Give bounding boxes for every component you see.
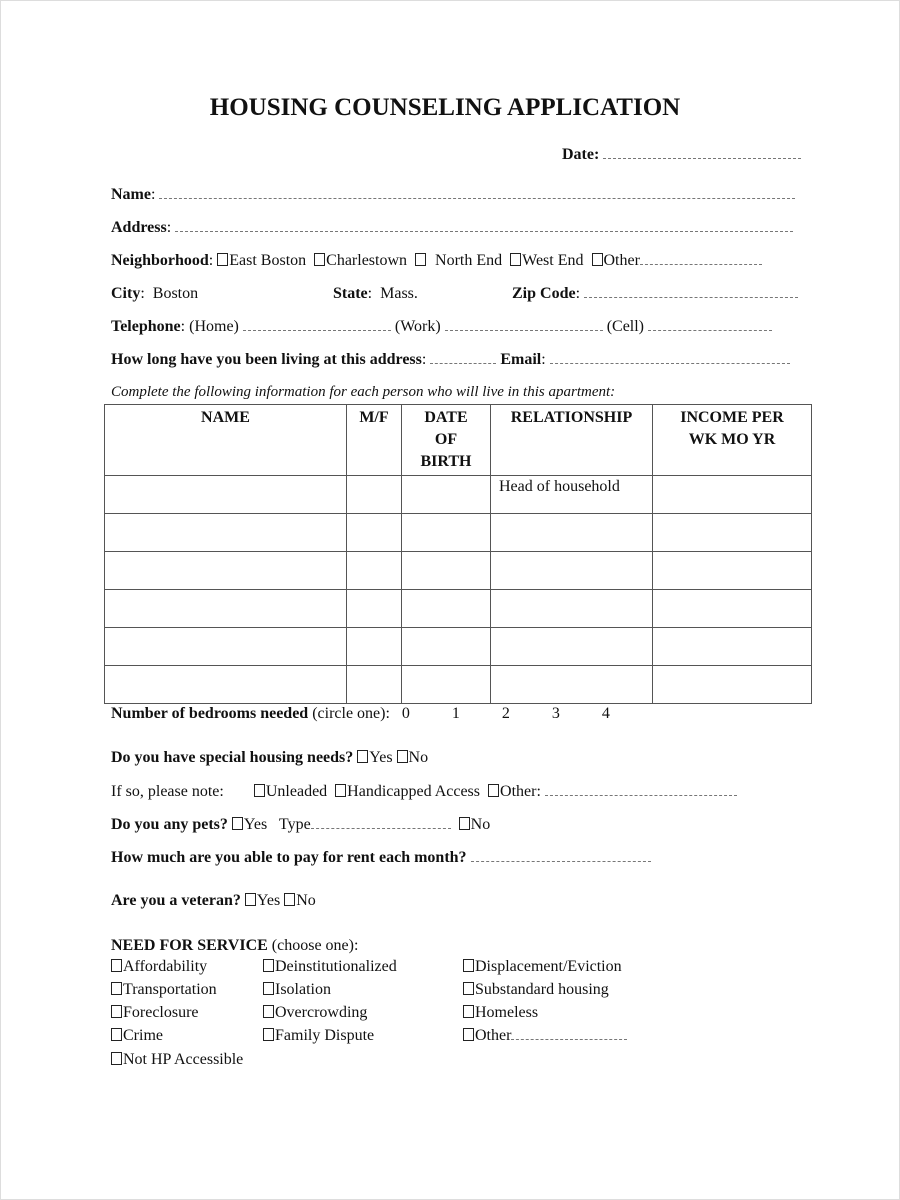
checkbox-icon[interactable] [254,784,265,797]
option-label: Displacement/Eviction [475,958,622,975]
option-label: Overcrowding [275,1004,368,1021]
cell[interactable] [402,514,491,552]
header-name: NAME [105,405,347,476]
checkbox-icon[interactable] [263,1028,274,1041]
cell[interactable] [402,590,491,628]
no-label: No [296,892,316,909]
service-option[interactable] [463,1027,627,1045]
zip-field[interactable]: Zip Code: [512,285,798,303]
cell-label: (Cell) [606,318,645,335]
name-field[interactable]: Name: [111,186,795,204]
date-field[interactable] [562,146,801,164]
bedrooms-field [111,705,610,723]
how-long-label: How long have you been living at this address [111,351,422,368]
header-relationship: RELATIONSHIP [491,405,653,476]
bedrooms-hint: (circle one): [312,705,390,722]
cell-phone-blank[interactable] [648,318,772,331]
table-row [105,590,812,628]
cell[interactable] [402,476,491,514]
table-row [105,628,812,666]
bedroom-option[interactable]: 3 [551,705,560,722]
yes-label: Yes [256,892,281,909]
checkbox-icon[interactable] [488,784,499,797]
date-label: Date: [562,146,600,163]
email-label: Email [500,351,542,368]
checkbox-icon[interactable] [463,982,474,995]
cell[interactable] [105,590,347,628]
cell[interactable] [402,666,491,704]
cell[interactable] [491,666,653,704]
cell[interactable] [491,552,653,590]
service-option[interactable] [463,1004,538,1022]
if-so-field [111,783,737,801]
option-label: Foreclosure [123,1004,199,1021]
neighborhood-field: Neighborhood: East Boston Charlestown North End West End Other [111,252,762,270]
cell[interactable] [105,552,347,590]
veteran-field [111,892,316,910]
rent-label: How much are you able to pay for rent each month? [111,849,467,866]
option-label: Handicapped Access [347,783,481,800]
how-long-blank[interactable] [430,351,496,364]
address-field[interactable]: Address: [111,219,793,237]
cell[interactable] [402,628,491,666]
service-option[interactable] [463,981,609,999]
veteran-label: Are you a veteran? [111,892,241,909]
neighborhood-option[interactable] [415,252,502,269]
option-label: Other [475,1027,512,1044]
state-value: Mass. [380,285,418,302]
neighborhood-option[interactable] [510,252,583,269]
name-label: Name [111,186,151,203]
service-option[interactable] [111,958,207,976]
bedroom-option[interactable]: 0 [401,705,410,722]
checkbox-icon[interactable] [263,959,274,972]
other-blank[interactable] [640,252,762,265]
cell[interactable] [347,476,402,514]
cell[interactable] [105,666,347,704]
option-label: Transportation [123,981,217,998]
checkbox-icon[interactable] [263,982,274,995]
checkbox-icon[interactable] [335,784,346,797]
option-label: Other [603,252,640,269]
service-option[interactable] [111,1004,199,1022]
yes-label: Yes [243,816,268,833]
checkbox-icon[interactable] [510,253,521,266]
checkbox-icon[interactable] [463,959,474,972]
header-income: INCOME PER WK MO YR [653,405,812,476]
option-label: North End [435,252,503,269]
bedroom-option[interactable]: 4 [601,705,610,722]
checkbox-icon[interactable] [463,1028,474,1041]
option-label: Charlestown [326,252,408,269]
rent-field [111,849,651,867]
bedrooms-label: Number of bedrooms needed [111,705,309,722]
service-option[interactable] [111,1051,243,1069]
checkbox-icon[interactable] [459,817,470,830]
cell[interactable] [347,590,402,628]
option-label: Not HP Accessible [123,1051,244,1068]
cell[interactable] [653,476,812,514]
option-label: Substandard housing [475,981,609,998]
option-label: Isolation [275,981,331,998]
name-blank[interactable] [159,186,795,199]
checkbox-icon[interactable] [111,982,122,995]
neighborhood-option[interactable] [217,252,306,269]
neighborhood-option[interactable] [314,252,407,269]
page-title: HOUSING COUNSELING APPLICATION [209,94,681,121]
special-needs-field [111,749,428,767]
cell[interactable] [347,514,402,552]
state-field: State: Mass. [333,285,418,302]
other-need-blank[interactable] [545,783,737,796]
household-table [104,404,812,704]
checkbox-icon[interactable] [232,817,243,830]
home-label: (Home) [189,318,239,335]
no-label: No [470,816,491,833]
cell[interactable] [347,552,402,590]
neighborhood-option[interactable] [592,252,762,269]
service-option[interactable] [263,958,397,976]
service-heading [111,937,358,955]
instructions-text: Complete the following information for each person who will live in this apartment [111,384,611,400]
cell[interactable] [653,552,812,590]
checkbox-icon[interactable] [357,750,368,763]
table-row [105,514,812,552]
option-label: West End [522,252,584,269]
address-label: Address [111,219,167,236]
checkbox-icon[interactable] [245,893,256,906]
pets-field [111,816,490,834]
telephone-label: Telephone [111,318,181,335]
rent-blank[interactable] [471,849,651,862]
cell[interactable] [105,628,347,666]
option-label: Family Dispute [275,1027,375,1044]
pet-type-blank[interactable] [311,816,451,829]
service-hint: (choose one): [271,937,359,954]
table-row [105,666,812,704]
residence-email-field: How long have you been living at this address: Email: [111,351,790,369]
zip-label: Zip Code [512,285,576,302]
table-row [105,552,812,590]
cell[interactable] [402,552,491,590]
telephone-field: Telephone: (Home) (Work) (Cell) [111,318,772,336]
bedroom-option[interactable]: 2 [501,705,510,722]
cell[interactable] [347,666,402,704]
checkbox-icon[interactable] [397,750,408,763]
checkbox-icon[interactable] [111,1052,122,1065]
work-label: (Work) [394,318,441,335]
city-label: City [111,285,141,302]
service-option[interactable] [111,981,217,999]
city-value: Boston [152,285,199,302]
header-mf: M/F [347,405,402,476]
service-option[interactable] [111,1027,163,1045]
cell[interactable] [491,628,653,666]
checkbox-icon[interactable] [463,1005,474,1018]
checkbox-icon[interactable] [263,1005,274,1018]
header-dob: DATE OF BIRTH [402,405,491,476]
special-needs-label: Do you have special housing needs? [111,749,354,766]
instructions: Complete the following information for each person who will live in this apartment: [111,384,616,400]
zip-blank[interactable] [584,285,798,298]
cell[interactable] [653,628,812,666]
cell[interactable] [653,590,812,628]
checkbox-icon[interactable] [592,253,603,266]
no-label: No [408,749,429,766]
option-label: Other: [500,783,541,800]
if-so-label: If so, please note: [111,783,224,800]
cell[interactable] [491,514,653,552]
type-label: Type [278,816,311,833]
pets-label: Do you any pets? [111,816,228,833]
service-option[interactable] [263,1027,374,1045]
checkbox-icon[interactable] [415,253,426,266]
city-field: City: Boston [111,285,199,302]
home-phone-blank[interactable] [243,318,391,331]
yes-label: Yes [369,749,393,766]
service-option[interactable] [263,1004,367,1022]
cell[interactable] [491,590,653,628]
cell[interactable] [105,476,347,514]
cell[interactable] [653,666,812,704]
neighborhood-label: Neighborhood [111,252,209,269]
bedroom-option[interactable]: 1 [451,705,460,722]
table-header-row [105,405,812,476]
service-label: NEED FOR SERVICE [111,937,268,954]
option-label: Crime [123,1027,163,1044]
option-label: East Boston [229,252,307,269]
work-phone-blank[interactable] [445,318,603,331]
cell[interactable] [105,514,347,552]
checkbox-icon[interactable] [217,253,228,266]
table-row [105,476,812,514]
other-service-blank[interactable] [511,1027,627,1040]
option-label: Homeless [475,1004,539,1021]
cell[interactable] [347,628,402,666]
relationship-cell: Head of household [491,476,653,514]
checkbox-icon[interactable] [111,959,122,972]
state-label: State [333,285,368,302]
checkbox-icon[interactable] [111,1028,122,1041]
address-blank[interactable] [175,219,793,232]
cell[interactable] [653,514,812,552]
email-blank[interactable] [550,351,790,364]
service-option[interactable] [263,981,331,999]
checkbox-icon[interactable] [284,893,295,906]
option-label: Affordability [123,958,208,975]
option-label: Unleaded [265,783,328,800]
date-blank[interactable] [603,146,801,159]
service-option[interactable] [463,958,622,976]
checkbox-icon[interactable] [111,1005,122,1018]
checkbox-icon[interactable] [314,253,325,266]
option-label: Deinstitutionalized [275,958,397,975]
